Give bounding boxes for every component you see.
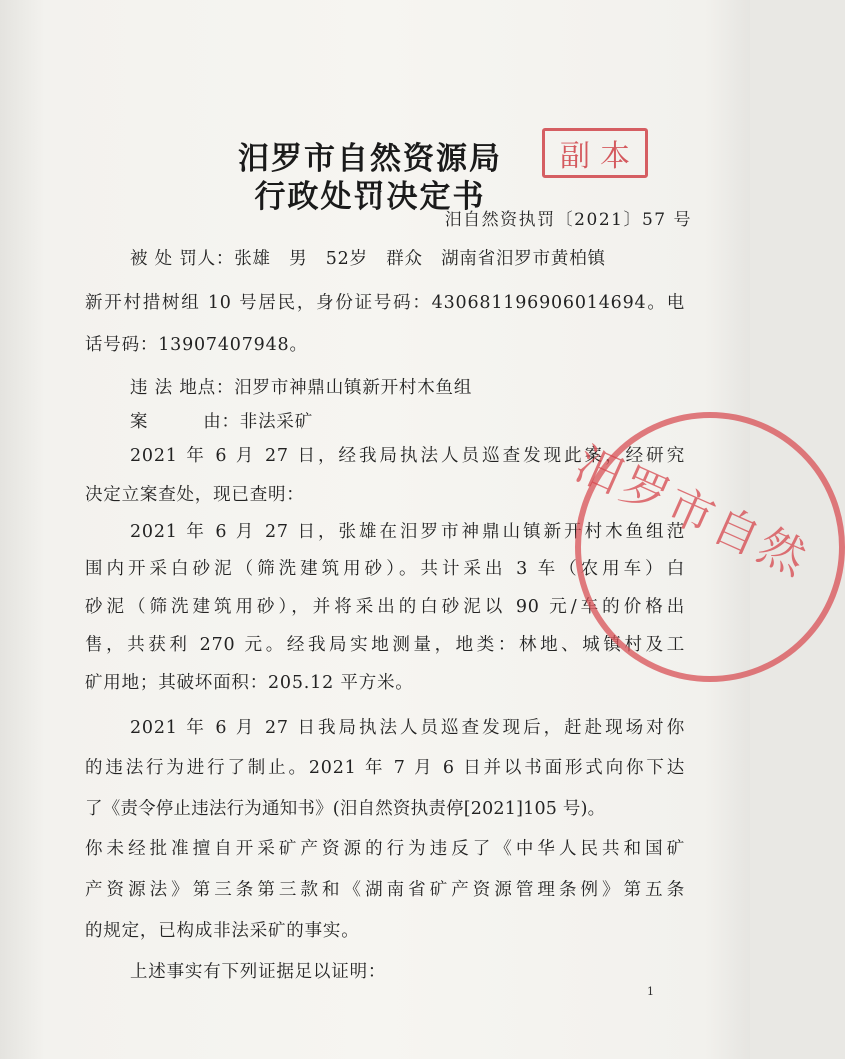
body-line: 新开村措树组 10 号居民，身份证号码：430681196906014694。电: [85, 293, 685, 313]
body-line: 违 法 地点：汨罗市神鼎山镇新开村木鱼组: [130, 378, 473, 398]
document-title-line1: 汨罗市自然资源局: [238, 141, 502, 177]
body-line: 2021 年 6 月 27 日，张雄在汨罗市神鼎山镇新开村木鱼组范: [130, 522, 685, 542]
body-line: 砂泥（筛洗建筑用砂），并将采出的白砂泥以 90 元/车的价格出: [85, 597, 685, 617]
page-number: 1: [647, 985, 654, 998]
body-line: 2021 年 6 月 27 日，经我局执法人员巡查发现此案，经研究: [130, 446, 685, 466]
document-title-line2: 行政处罚决定书: [254, 179, 486, 215]
body-line: 产资源法》第三条第三款和《湖南省矿产资源管理条例》第五条: [85, 880, 685, 900]
body-line: 案 由：非法采矿: [130, 412, 313, 432]
body-line: 决定立案查处，现已查明：: [85, 485, 305, 505]
document-number: 汨自然资执罚〔2021〕57 号: [444, 210, 692, 230]
copy-stamp: 副本: [542, 128, 648, 178]
body-line: 2021 年 6 月 27 日我局执法人员巡查发现后，赶赴现场对你: [130, 718, 685, 738]
body-line: 你未经批准擅自开采矿产资源的行为违反了《中华人民共和国矿: [85, 839, 685, 859]
official-seal-text: 汨罗市自然: [567, 436, 818, 588]
body-line: 话号码：13907407948。: [85, 335, 308, 355]
body-line: 的违法行为进行了制止。2021 年 7 月 6 日并以书面形式向你下达: [85, 758, 685, 778]
body-line: 了《责令停止违法行为通知书》(汨自然资执责停[2021]105 号)。: [85, 799, 606, 819]
body-line: 矿用地；其破坏面积：205.12 平方米。: [85, 673, 414, 693]
body-line: 售，共获利 270 元。经我局实地测量，地类：林地、城镇村及工: [85, 635, 685, 655]
body-line: 上述事实有下列证据足以证明：: [130, 962, 387, 982]
body-line: 被 处 罚人：张雄 男 52岁 群众 湖南省汨罗市黄柏镇: [130, 249, 606, 269]
body-line: 的规定，已构成非法采矿的事实。: [85, 921, 360, 941]
body-line: 围内开采白砂泥（筛洗建筑用砂）。共计采出 3 车（农用车）白: [85, 559, 685, 579]
